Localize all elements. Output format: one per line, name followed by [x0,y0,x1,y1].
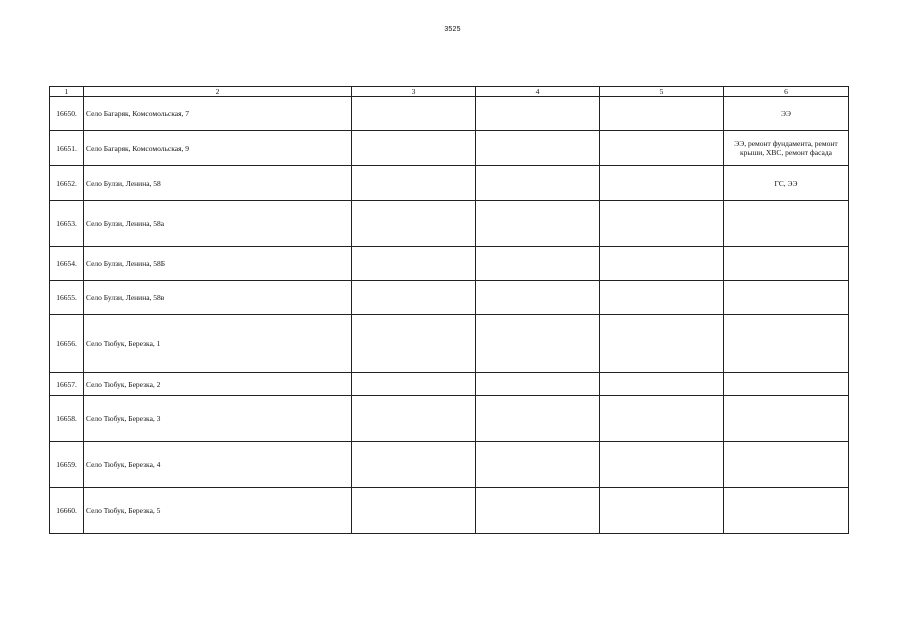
row-col5 [600,247,724,281]
row-col5 [600,396,724,442]
row-col5 [600,442,724,488]
header-row [50,87,849,97]
row-col3 [352,247,476,281]
row-address: Село Багаряк, Комсомольская, 9 [84,131,352,166]
row-col4 [476,281,600,315]
row-number: 16653. [50,201,84,247]
row-col4 [476,396,600,442]
header-col-6: 6 [724,87,849,97]
row-col4 [476,315,600,373]
row-number: 16660. [50,488,84,534]
row-address: Село Тюбук, Березка, 2 [84,373,352,396]
row-col3 [352,396,476,442]
row-number: 16657. [50,373,84,396]
row-address: Село Тюбук, Березка, 4 [84,442,352,488]
row-col3 [352,97,476,131]
table-row [50,396,849,442]
register-table [49,86,849,534]
row-col4 [476,131,600,166]
row-col3 [352,166,476,201]
header-col-1: 1 [50,87,84,97]
row-works: ЭЭ, ремонт фундамента, ремонт крыши, ХВС, ремонт фасада [724,131,849,166]
table-row [50,442,849,488]
row-works: ГС, ЭЭ [724,166,849,201]
table-row [50,131,849,166]
row-number: 16652. [50,166,84,201]
header-col-5: 5 [600,87,724,97]
row-col4 [476,247,600,281]
row-number: 16655. [50,281,84,315]
row-col5 [600,131,724,166]
header-col-4: 4 [476,87,600,97]
page-number: 3525 [444,26,461,33]
row-col5 [600,373,724,396]
row-works [724,281,849,315]
row-works [724,315,849,373]
table-row [50,315,849,373]
row-col5 [600,281,724,315]
header-col-2: 2 [84,87,352,97]
table-row [50,488,849,534]
row-number: 16650. [50,97,84,131]
row-works [724,247,849,281]
row-address: Село Булзи, Ленина, 58в [84,281,352,315]
row-works [724,488,849,534]
row-col3 [352,442,476,488]
table-row [50,201,849,247]
row-col5 [600,97,724,131]
row-number: 16656. [50,315,84,373]
row-number: 16651. [50,131,84,166]
row-col3 [352,315,476,373]
table-header [50,87,849,97]
row-col4 [476,201,600,247]
row-col4 [476,166,600,201]
row-col5 [600,201,724,247]
header-col-3: 3 [352,87,476,97]
row-col4 [476,373,600,396]
row-col3 [352,488,476,534]
table-row [50,373,849,396]
row-col4 [476,488,600,534]
table-row [50,97,849,131]
row-address: Село Багаряк, Комсомольская, 7 [84,97,352,131]
row-address: Село Тюбук, Березка, 3 [84,396,352,442]
row-address: Село Булзи, Ленина, 58Б [84,247,352,281]
row-col4 [476,97,600,131]
table-row [50,166,849,201]
row-works [724,373,849,396]
table-row [50,281,849,315]
row-works [724,396,849,442]
row-col5 [600,315,724,373]
row-works: ЭЭ [724,97,849,131]
row-address: Село Булзи, Ленина, 58а [84,201,352,247]
row-address: Село Тюбук, Березка, 5 [84,488,352,534]
row-col3 [352,373,476,396]
table-body [50,97,849,534]
row-number: 16659. [50,442,84,488]
row-number: 16658. [50,396,84,442]
table-row [50,247,849,281]
row-col4 [476,442,600,488]
row-works [724,442,849,488]
row-col5 [600,488,724,534]
row-address: Село Тюбук, Березка, 1 [84,315,352,373]
row-col3 [352,281,476,315]
row-col3 [352,201,476,247]
row-col3 [352,131,476,166]
row-address: Село Булзи, Ленина, 58 [84,166,352,201]
row-number: 16654. [50,247,84,281]
row-col5 [600,166,724,201]
row-works [724,201,849,247]
